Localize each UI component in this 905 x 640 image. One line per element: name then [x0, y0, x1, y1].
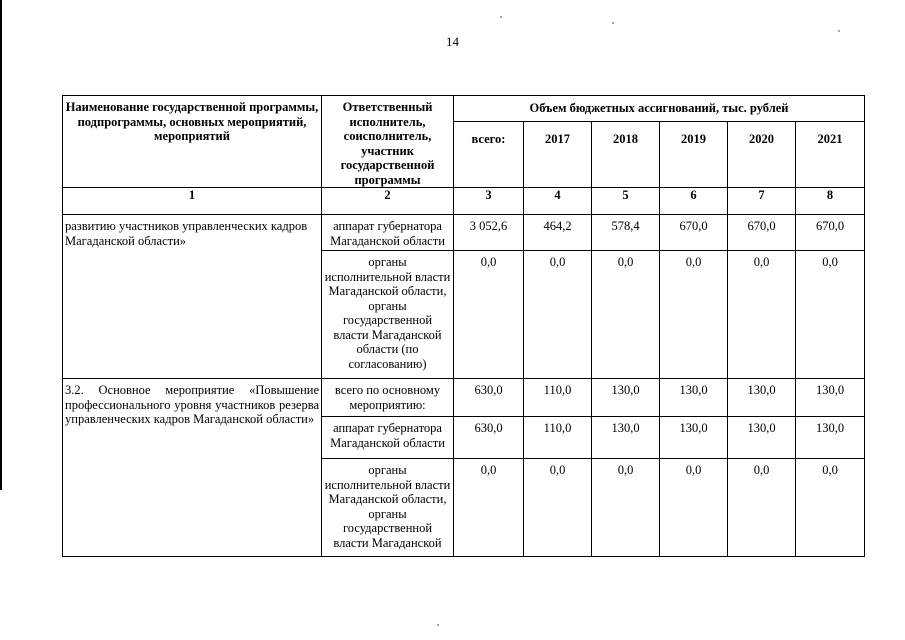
- value-cell: 130,0: [592, 417, 660, 459]
- column-index: 4: [524, 188, 592, 215]
- column-index: 3: [454, 188, 524, 215]
- header-row: [63, 96, 865, 122]
- column-index: 5: [592, 188, 660, 215]
- activity-name: 3.2. Основное мероприятие «Повышение профессионального уровня участников резерва управленческих кадров Магаданской области»: [63, 379, 322, 557]
- responsible-cell: аппарат губернатора Магаданской области: [322, 215, 454, 251]
- budget-table: [62, 95, 865, 557]
- responsible-cell: органы исполнительной власти Магаданской области, органы государственной власти Магаданской области (по согласованию): [322, 251, 454, 379]
- value-cell: 0,0: [454, 459, 524, 557]
- column-index: 1: [63, 188, 322, 215]
- column-index: 6: [660, 188, 728, 215]
- value-cell: 0,0: [728, 251, 796, 379]
- header-responsible: Ответственный исполнитель, соисполнитель, участник государственной программы: [322, 96, 454, 188]
- header-year: 2020: [728, 122, 796, 188]
- scan-speck: [500, 16, 502, 18]
- header-year: 2018: [592, 122, 660, 188]
- value-cell: 130,0: [660, 417, 728, 459]
- column-index: 7: [728, 188, 796, 215]
- value-cell: 0,0: [796, 459, 865, 557]
- value-cell: 0,0: [796, 251, 865, 379]
- value-cell: 0,0: [592, 251, 660, 379]
- value-cell: 130,0: [728, 379, 796, 417]
- value-cell: 670,0: [796, 215, 865, 251]
- value-cell: 578,4: [592, 215, 660, 251]
- value-cell: 0,0: [524, 251, 592, 379]
- scan-speck: [612, 22, 614, 24]
- header-year: 2019: [660, 122, 728, 188]
- responsible-cell: всего по основному мероприятию:: [322, 379, 454, 417]
- value-cell: 0,0: [524, 459, 592, 557]
- value-cell: 110,0: [524, 417, 592, 459]
- scan-speck: [838, 30, 840, 32]
- value-cell: 0,0: [728, 459, 796, 557]
- value-cell: 130,0: [728, 417, 796, 459]
- value-cell: 0,0: [660, 459, 728, 557]
- column-index: 8: [796, 188, 865, 215]
- value-cell: 130,0: [796, 379, 865, 417]
- responsible-cell: органы исполнительной власти Магаданской области, органы государственной власти Магаданской: [322, 459, 454, 557]
- table-row: [63, 215, 865, 251]
- value-cell: 130,0: [796, 417, 865, 459]
- value-cell: 130,0: [660, 379, 728, 417]
- value-cell: 0,0: [454, 251, 524, 379]
- responsible-cell: аппарат губернатора Магаданской области: [322, 417, 454, 459]
- scan-speck: [437, 624, 439, 626]
- column-index-row: [63, 188, 865, 215]
- value-cell: 670,0: [660, 215, 728, 251]
- value-cell: 464,2: [524, 215, 592, 251]
- page-number: 14: [446, 34, 459, 49]
- value-cell: 0,0: [660, 251, 728, 379]
- column-index: 2: [322, 188, 454, 215]
- value-cell: 630,0: [454, 379, 524, 417]
- header-year: 2021: [796, 122, 865, 188]
- value-cell: 0,0: [592, 459, 660, 557]
- value-cell: 110,0: [524, 379, 592, 417]
- header-name: Наименование государственной программы, подпрограммы, основных мероприятий, мероприятий: [63, 96, 322, 188]
- value-cell: 130,0: [592, 379, 660, 417]
- scan-edge-line: [0, 0, 2, 490]
- value-cell: 670,0: [728, 215, 796, 251]
- value-cell: 3 052,6: [454, 215, 524, 251]
- header-total: всего:: [454, 122, 524, 188]
- header-volume: Объем бюджетных ассигнований, тыс. рублей: [454, 96, 865, 122]
- table-row: [63, 379, 865, 417]
- activity-name: развитию участников управленческих кадров Магаданской области»: [63, 215, 322, 379]
- header-year: 2017: [524, 122, 592, 188]
- value-cell: 630,0: [454, 417, 524, 459]
